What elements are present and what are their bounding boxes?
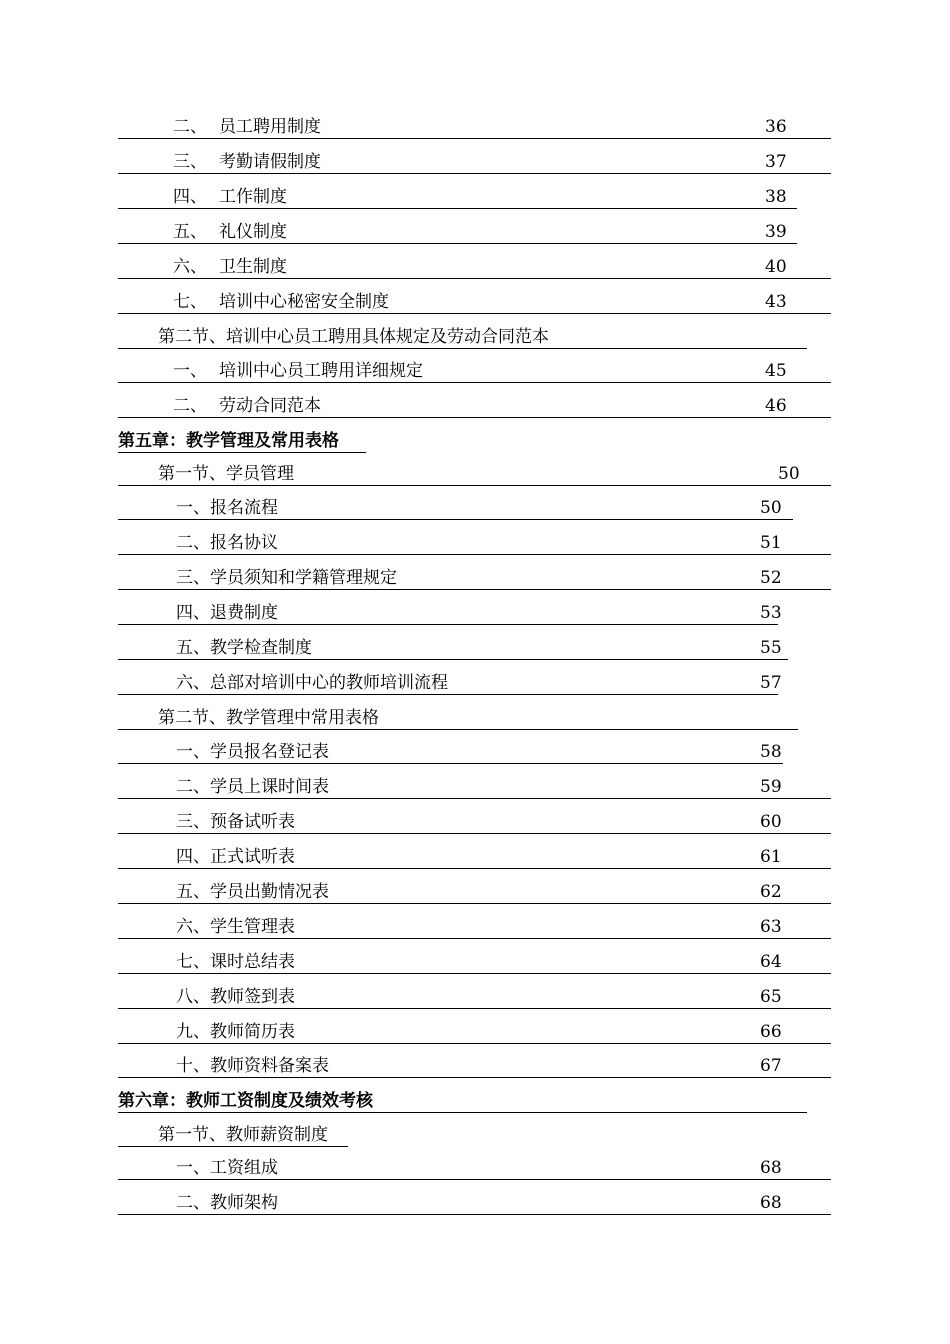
toc-page-number: 64 [760, 952, 782, 972]
toc-page-number: 45 [765, 361, 787, 381]
toc-entry[interactable] [118, 355, 831, 383]
toc-entry[interactable] [118, 736, 783, 764]
toc-page-number: 66 [760, 1022, 782, 1042]
toc-page-number: 58 [760, 742, 782, 762]
toc-entry[interactable] [118, 146, 831, 174]
toc-entry-title: 第一节、学员管理 [158, 464, 294, 484]
toc-entry-number: 二、 [173, 117, 207, 137]
toc-entry-title [173, 117, 321, 137]
toc-entry[interactable] [118, 1187, 831, 1215]
toc-section-entry[interactable] [118, 1119, 348, 1147]
toc-page-number: 62 [760, 882, 782, 902]
toc-underline [118, 1077, 831, 1078]
toc-entry[interactable] [118, 771, 831, 799]
toc-page-number: 51 [760, 533, 782, 553]
toc-entry-title [173, 222, 287, 242]
toc-underline [118, 138, 831, 139]
toc-entry-title: 六、总部对培训中心的教师培训流程 [176, 673, 448, 693]
toc-entry[interactable] [118, 911, 831, 939]
toc-entry-title: 一、报名流程 [176, 498, 278, 518]
toc-underline [118, 348, 807, 349]
toc-entry-label: 卫生制度 [219, 257, 287, 277]
toc-underline [118, 519, 793, 520]
toc-entry[interactable] [118, 632, 788, 660]
toc-entry[interactable] [118, 946, 831, 974]
toc-underline [118, 868, 831, 869]
toc-underline [118, 694, 778, 695]
toc-page-number: 53 [760, 603, 782, 623]
toc-page-number: 63 [760, 917, 782, 937]
toc-underline [118, 589, 831, 590]
toc-chapter-heading[interactable] [118, 1085, 807, 1113]
toc-page-number: 50 [778, 464, 800, 484]
toc-underline [118, 833, 831, 834]
toc-underline [118, 1179, 831, 1180]
toc-page-number: 39 [765, 222, 787, 242]
toc-entry-title: 三、学员须知和学籍管理规定 [176, 568, 397, 588]
toc-page-number: 50 [760, 498, 782, 518]
toc-entry[interactable] [118, 1016, 831, 1044]
toc-entry-number: 四、 [173, 187, 207, 207]
toc-underline [118, 278, 831, 279]
toc-entry[interactable] [118, 841, 831, 869]
toc-entry-title: 第二节、教学管理中常用表格 [158, 708, 379, 728]
toc-underline [118, 208, 797, 209]
toc-underline [118, 798, 831, 799]
toc-underline [118, 729, 798, 730]
toc-entry-number: 六、 [173, 257, 207, 277]
toc-entry[interactable] [118, 390, 831, 418]
toc-entry-title: 七、课时总结表 [176, 952, 295, 972]
toc-page-number: 43 [765, 292, 787, 312]
toc-page-number: 60 [760, 812, 782, 832]
toc-page-number: 40 [765, 257, 787, 277]
toc-entry-title: 四、正式试听表 [176, 847, 295, 867]
toc-entry-label: 培训中心员工聘用详细规定 [219, 361, 423, 381]
toc-section-entry[interactable] [118, 321, 807, 349]
toc-underline [118, 1008, 831, 1009]
toc-entry-title [173, 257, 287, 277]
toc-page-number: 61 [760, 847, 782, 867]
toc-entry-title: 一、学员报名登记表 [176, 742, 329, 762]
toc-entry-number: 二、 [173, 396, 207, 416]
toc-entry-title [173, 152, 321, 172]
toc-entry-title [173, 396, 321, 416]
toc-entry-number: 五、 [173, 222, 207, 242]
toc-entry-title: 八、教师签到表 [176, 987, 295, 1007]
toc-entry-title: 第一节、教师薪资制度 [158, 1125, 328, 1145]
toc-entry[interactable] [118, 251, 831, 279]
toc-page-number: 46 [765, 396, 787, 416]
toc-underline [118, 903, 831, 904]
toc-underline [118, 659, 788, 660]
toc-page-number: 36 [765, 117, 787, 137]
toc-entry[interactable] [118, 492, 793, 520]
toc-underline [118, 382, 831, 383]
toc-entry[interactable] [118, 597, 782, 625]
toc-page-number: 68 [760, 1193, 782, 1213]
toc-entry-title: 六、学生管理表 [176, 917, 295, 937]
toc-entry-number: 一、 [173, 361, 207, 381]
toc-entry-title: 三、预备试听表 [176, 812, 295, 832]
toc-entry[interactable] [118, 111, 831, 139]
toc-underline [118, 173, 831, 174]
toc-entry-title: 一、工资组成 [176, 1158, 278, 1178]
toc-entry-title: 四、退费制度 [176, 603, 278, 623]
toc-entry[interactable] [118, 1152, 831, 1180]
toc-entry-title [173, 292, 389, 312]
toc-underline [118, 1043, 831, 1044]
toc-entry[interactable] [118, 981, 831, 1009]
toc-entry[interactable] [118, 181, 797, 209]
toc-page-number: 65 [760, 987, 782, 1007]
toc-entry[interactable] [118, 527, 831, 555]
toc-entry-label: 员工聘用制度 [219, 117, 321, 137]
toc-entry-number: 三、 [173, 152, 207, 172]
toc-entry-title: 十、教师资料备案表 [176, 1056, 329, 1076]
toc-entry-title [173, 187, 287, 207]
toc-entry[interactable] [118, 286, 831, 314]
toc-entry-label: 劳动合同范本 [219, 396, 321, 416]
toc-page-number: 59 [760, 777, 782, 797]
toc-underline [118, 485, 831, 486]
toc-entry-label: 培训中心秘密安全制度 [219, 292, 389, 312]
toc-entry[interactable] [118, 667, 782, 695]
toc-underline [118, 243, 797, 244]
toc-entry[interactable] [118, 1050, 831, 1078]
toc-page-number: 37 [765, 152, 787, 172]
toc-entry-title: 二、学员上课时间表 [176, 777, 329, 797]
toc-underline [118, 313, 831, 314]
toc-underline [118, 452, 366, 453]
toc-page-number: 67 [760, 1056, 782, 1076]
toc-section-entry[interactable] [118, 458, 831, 486]
toc-page-number: 55 [760, 638, 782, 658]
toc-page-number: 57 [760, 673, 782, 693]
toc-underline [118, 763, 783, 764]
toc-entry-title: 五、教学检查制度 [176, 638, 312, 658]
toc-entry-title: 五、学员出勤情况表 [176, 882, 329, 902]
toc-underline [118, 1146, 348, 1147]
toc-entry-label: 工作制度 [219, 187, 287, 207]
toc-page-number: 38 [765, 187, 787, 207]
toc-entry-title: 第五章：教学管理及常用表格 [118, 431, 339, 451]
toc-underline [118, 1214, 831, 1215]
toc-entry-title: 第六章：教师工资制度及绩效考核 [118, 1091, 373, 1111]
toc-section-entry[interactable] [118, 702, 798, 730]
toc-underline [118, 554, 831, 555]
toc-entry[interactable] [118, 876, 831, 904]
toc-underline [118, 973, 831, 974]
toc-entry-label: 考勤请假制度 [219, 152, 321, 172]
toc-entry-title: 二、报名协议 [176, 533, 278, 553]
toc-entry-title: 二、教师架构 [176, 1193, 278, 1213]
toc-underline [118, 417, 831, 418]
toc-entry[interactable] [118, 806, 831, 834]
toc-page-number: 68 [760, 1158, 782, 1178]
toc-entry-title: 九、教师简历表 [176, 1022, 295, 1042]
toc-page-number: 52 [760, 568, 782, 588]
toc-entry-label: 礼仪制度 [219, 222, 287, 242]
toc-underline [118, 1112, 807, 1113]
toc-entry[interactable] [118, 216, 797, 244]
toc-underline [118, 938, 831, 939]
toc-underline [118, 624, 778, 625]
toc-entry-title: 第二节、培训中心员工聘用具体规定及劳动合同范本 [158, 327, 549, 347]
toc-entry-title [173, 361, 423, 381]
toc-chapter-heading[interactable] [118, 425, 366, 453]
toc-entry[interactable] [118, 562, 831, 590]
toc-entry-number: 七、 [173, 292, 207, 312]
